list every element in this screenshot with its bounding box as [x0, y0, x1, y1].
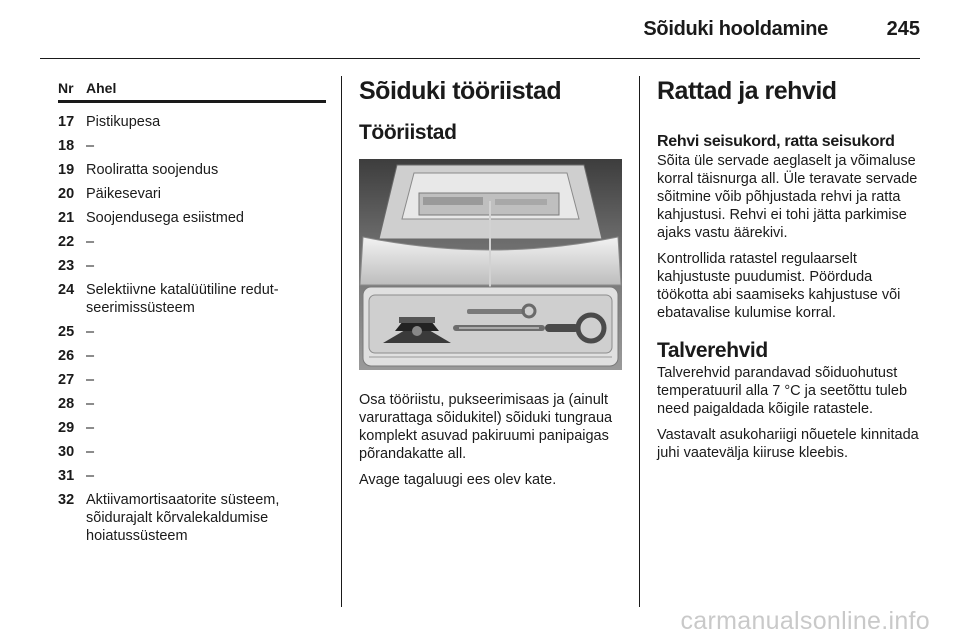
fuse-circuit: –	[86, 348, 95, 364]
page-number: 245	[886, 18, 920, 40]
fuse-circuit: Pistikupesa	[86, 114, 161, 130]
table-row	[58, 419, 326, 437]
table-header	[58, 80, 326, 103]
fuse-circuit: Rooliratta soojendus	[86, 162, 219, 178]
table-row	[58, 257, 326, 275]
wheels-title: Rattad ja rehvid	[657, 77, 837, 105]
fuse-circuit: Selektiivne katalüütiline redut-seerimissüsteem	[86, 282, 279, 316]
tools-paragraph-1: Osa tööriistu, pukseerimisaas ja (ainult varurattaga sõidukitel) sõiduki tungraua komplekt asuvad pakiruumi panipaigas põrandakatte all.	[359, 392, 613, 462]
fuse-circuit: –	[86, 138, 95, 154]
fuse-circuit: –	[86, 372, 95, 388]
table-body	[58, 113, 326, 545]
table-row	[58, 443, 326, 461]
table-row	[58, 137, 326, 155]
fuse-circuit: –	[86, 258, 95, 274]
column-divider	[639, 76, 640, 607]
tire-condition-paragraph-1: Sõita üle servade aeglaselt ja võimaluse korral täisnurga all. Üle teravate servade sõitmine võib põhjustada rehvi ja ratta kahjustusi. Rehvi ei tohi jätta parkimise ajaks vastu äärekivi.	[657, 153, 918, 241]
tools-subtitle: Tööriistad	[359, 121, 457, 144]
fuse-circuit: –	[86, 324, 95, 340]
fuse-number: 26	[58, 348, 75, 364]
winter-tires-paragraph-1: Talverehvid parandavad sõiduohutust temperatuuril alla 7 °C ja seetõttu tuleb need paigaldada kõigile ratastele.	[657, 365, 908, 417]
fuse-circuit: –	[86, 396, 95, 412]
col-circuit-header: Ahel	[86, 80, 117, 96]
fuse-circuit: Päikesevari	[86, 186, 161, 202]
fuse-circuit: Soojendusega esiistmed	[86, 210, 244, 226]
wheels-section	[657, 76, 925, 470]
fuse-circuit: –	[86, 468, 95, 484]
fuse-number: 28	[58, 396, 75, 412]
section-title: Sõiduki hooldamine	[643, 18, 828, 40]
table-row	[58, 323, 326, 341]
table-row	[58, 233, 326, 251]
fuse-number: 19	[58, 162, 75, 178]
table-row	[58, 491, 326, 545]
watermark: carmanualsonline.info	[680, 607, 930, 635]
fuse-number: 24	[58, 282, 75, 298]
table-row	[58, 347, 326, 365]
column-divider	[341, 76, 342, 607]
tools-section	[359, 76, 627, 497]
fuse-circuit: Aktiivamortisaatorite süsteem, sõidurajalt kõrvalekaldumise hoiatussüsteem	[86, 492, 280, 544]
tools-title: Sõiduki tööriistad	[359, 77, 562, 105]
table-row	[58, 185, 326, 203]
table-row	[58, 467, 326, 485]
table-row	[58, 209, 326, 227]
table-row	[58, 113, 326, 131]
fuse-number: 25	[58, 324, 75, 340]
table-row	[58, 371, 326, 389]
fuse-table	[58, 80, 326, 551]
fuse-circuit: –	[86, 234, 95, 250]
table-row	[58, 161, 326, 179]
table-row	[58, 281, 326, 317]
fuse-number: 22	[58, 234, 75, 250]
fuse-circuit: –	[86, 420, 95, 436]
fuse-number: 23	[58, 258, 75, 274]
col-nr-header: Nr	[58, 80, 74, 96]
tire-condition-paragraph-2: Kontrollida ratastel regulaarselt kahjustuste puudumist. Pöörduda töökotta abi saamiseks kahjustuse või ebatavalise kulumise korral.	[657, 251, 901, 321]
fuse-number: 29	[58, 420, 75, 436]
fuse-number: 27	[58, 372, 75, 388]
fuse-number: 20	[58, 186, 75, 202]
header-rule	[40, 58, 920, 59]
winter-tires-heading: Talverehvid	[657, 339, 768, 362]
fuse-number: 21	[58, 210, 75, 226]
fuse-number: 17	[58, 114, 75, 130]
fuse-circuit: –	[86, 444, 95, 460]
winter-tires-paragraph-2: Vastavalt asukohariigi nõuetele kinnitada juhi vaatevälja kiiruse kleebis.	[657, 427, 919, 461]
fuse-number: 31	[58, 468, 75, 484]
tire-condition-heading: Rehvi seisukord, ratta seisukord	[657, 133, 895, 150]
tools-paragraph-2: Avage tagaluugi ees olev kate.	[359, 472, 557, 488]
fuse-number: 30	[58, 444, 75, 460]
tools-illustration	[359, 159, 622, 370]
table-row	[58, 395, 326, 413]
fuse-number: 18	[58, 138, 75, 154]
fuse-number: 32	[58, 492, 75, 508]
